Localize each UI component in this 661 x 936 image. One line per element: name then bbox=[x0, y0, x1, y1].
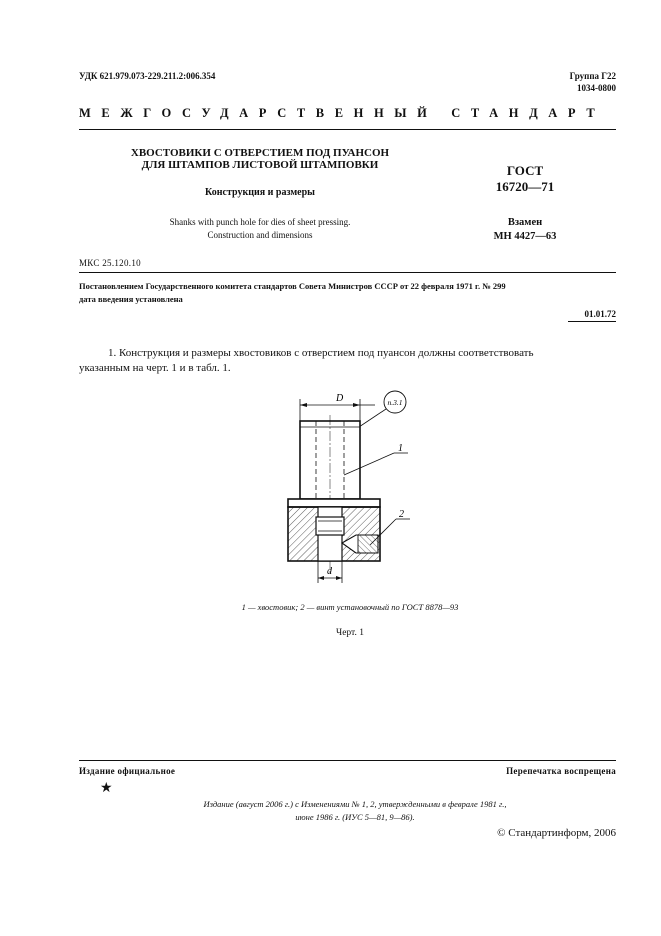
gost-label: ГОСТ bbox=[506, 163, 544, 178]
clause-1-line-2: указанным на черт. 1 и в табл. 1. bbox=[79, 362, 231, 374]
star-icon: ★ bbox=[100, 781, 113, 796]
english-title-line-2: Construction and dimensions bbox=[207, 230, 313, 240]
title-line-2: ДЛЯ ШТАМПОВ ЛИСТОВОЙ ШТАМПОВКИ bbox=[141, 159, 379, 171]
mks-rule bbox=[79, 272, 616, 273]
group-code: Группа Г22 bbox=[569, 71, 616, 81]
classifier-code: 1034-0800 bbox=[577, 83, 616, 93]
leader-2-label: 2 bbox=[399, 509, 404, 520]
title-block bbox=[110, 147, 410, 171]
gost-block bbox=[470, 163, 580, 195]
udk-code: УДК 621.979.073-229.211.2:006.354 bbox=[79, 71, 216, 81]
edition-history-line-2: июне 1986 г. (ИУС 5—81, 9—86). bbox=[295, 812, 415, 822]
date-underline bbox=[568, 321, 616, 322]
english-title bbox=[110, 216, 410, 242]
clause-1-line-1: 1. Конструкция и размеры хвостовиков с отверстием под пуансон должны соответствовать bbox=[108, 347, 534, 359]
edition-history-line-1: Издание (август 2006 г.) с Изменениями № 1, 2, утвержденными в феврале 1981 г., bbox=[203, 799, 507, 809]
leader-1-label: 1 bbox=[398, 443, 403, 454]
reference-callout-label: п.3.1 bbox=[387, 398, 403, 407]
reference-callout bbox=[356, 391, 406, 429]
english-title-line-1: Shanks with punch hole for dies of sheet pressing. bbox=[169, 217, 351, 227]
mks-code: МКС 25.120.10 bbox=[79, 258, 141, 268]
official-edition: Издание официальное bbox=[79, 766, 176, 776]
interstate-standard-banner: МЕЖГОСУДАРСТВЕННЫЙ СТАНДАРТ bbox=[79, 106, 606, 120]
reprint-prohibited: Перепечатка воспрещена bbox=[506, 766, 616, 776]
dimension-d-label: d bbox=[327, 566, 332, 577]
banner-rule bbox=[79, 129, 616, 130]
replaces-label: Взамен bbox=[507, 217, 543, 228]
dimension-D-label: D bbox=[336, 393, 344, 404]
figure-legend: 1 — хвостовик; 2 — винт установочный по ГОСТ 8878—93 bbox=[241, 602, 459, 612]
decree-text bbox=[79, 280, 616, 306]
footer-rule bbox=[79, 760, 616, 761]
clause-1-paragraph bbox=[79, 346, 616, 376]
decree-line-2: дата введения установлена bbox=[79, 294, 183, 304]
replaces-block bbox=[470, 216, 580, 244]
introduction-date: 01.01.72 bbox=[584, 309, 616, 319]
title-line-1: ХВОСТОВИКИ С ОТВЕРСТИЕМ ПОД ПУАНСОН bbox=[130, 147, 390, 159]
title-subtitle: Конструкция и размеры bbox=[205, 187, 315, 198]
figure-caption: Черт. 1 bbox=[336, 628, 364, 638]
replaces-value: МН 4427—63 bbox=[493, 231, 557, 242]
copyright: © Стандартинформ, 2006 bbox=[497, 827, 616, 839]
decree-line-1: Постановлением Государственного комитета стандартов Совета Министров СССР от 22 февраля 1971 г. № 299 bbox=[79, 281, 506, 291]
shank-drawing bbox=[260, 385, 430, 590]
edition-history bbox=[110, 798, 600, 824]
gost-number: 16720—71 bbox=[495, 179, 555, 194]
